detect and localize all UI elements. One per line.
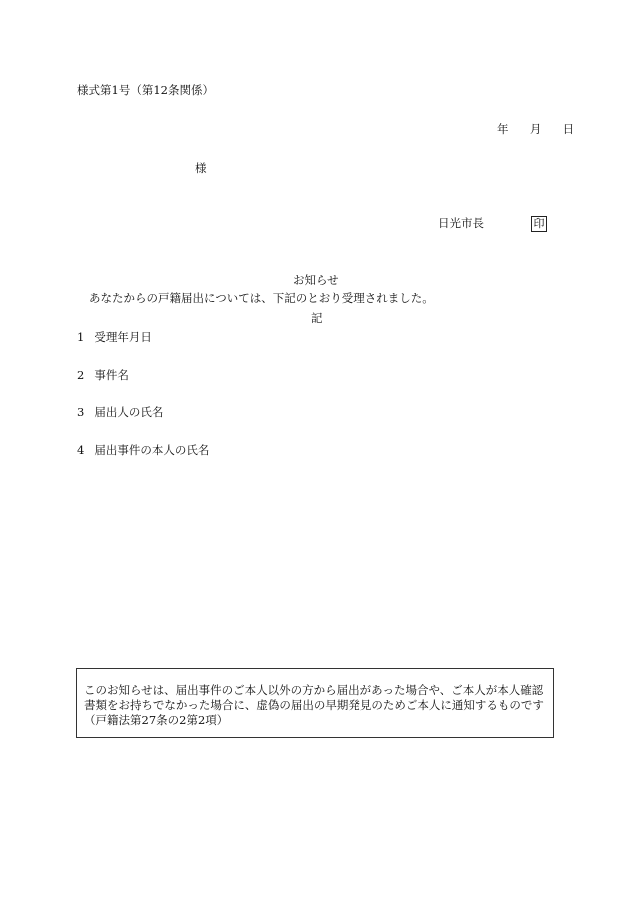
list-item <box>77 331 152 345</box>
item-number: 2 <box>77 368 85 382</box>
date-year: 年 <box>497 122 509 136</box>
list-item <box>77 444 209 458</box>
notice-heading: お知らせ <box>293 273 339 287</box>
date-month: 月 <box>529 122 542 136</box>
addressee-suffix: 様 <box>195 161 207 175</box>
intro-text: あなたからの戸籍届出については、下記のとおり受理されました。 <box>89 291 434 305</box>
item-label: 届出事件の本人の氏名 <box>94 443 210 457</box>
seal-mark: 印 <box>531 216 547 232</box>
list-item <box>77 369 129 383</box>
list-item <box>77 406 163 420</box>
item-number: 1 <box>77 330 85 344</box>
item-label: 受理年月日 <box>94 330 152 344</box>
notice-line-3: （戸籍法第27条の2第2項） <box>84 713 229 727</box>
item-number: 3 <box>77 405 85 419</box>
notice-box <box>76 668 554 738</box>
issuer-title: 日光市長 <box>438 216 484 230</box>
item-label: 事件名 <box>94 368 129 382</box>
notice-line-1: このお知らせは、届出事件のご本人以外の方から届出があった場合や、ご本人が本人確認 <box>84 683 544 697</box>
form-number: 様式第1号（第12条関係） <box>77 83 214 97</box>
date-line <box>497 123 574 137</box>
notice-line-2: 書類をお持ちでなかった場合に、虚偽の届出の早期発見のためご本人に通知するものです <box>84 698 544 712</box>
date-day: 日 <box>562 122 575 136</box>
ki-label: 記 <box>311 311 323 325</box>
item-number: 4 <box>77 443 85 457</box>
item-label: 届出人の氏名 <box>94 405 164 419</box>
